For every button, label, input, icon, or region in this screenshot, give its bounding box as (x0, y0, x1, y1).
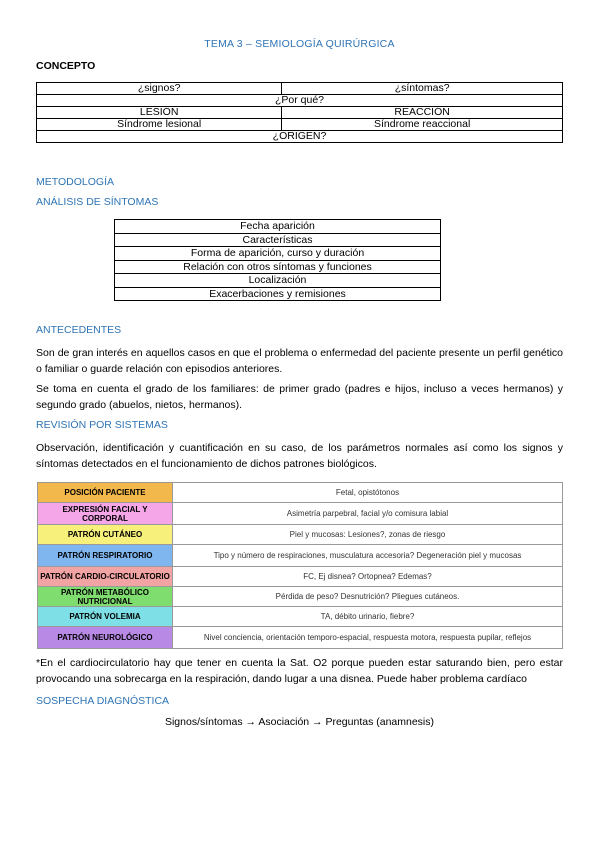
system-desc: Asimetría parpebral, facial y/o comisura labial (173, 503, 563, 525)
system-desc: FC, Ej disnea? Ortopnea? Edemas? (173, 567, 563, 587)
analisis-item: Forma de aparición, curso y duración (115, 247, 441, 261)
analisis-item: Características (115, 233, 441, 247)
concepto-heading: CONCEPTO (36, 60, 96, 72)
sospecha-heading: SOSPECHA DIAGNÓSTICA (36, 695, 170, 707)
concepto-table (36, 82, 563, 143)
analisis-table (114, 219, 441, 301)
system-label: PATRÓN VOLEMIA (38, 607, 173, 627)
system-label: PATRÓN CUTÁNEO (38, 525, 173, 545)
analisis-item: Fecha aparición (115, 220, 441, 234)
sindrome-lesional-cell: Síndrome lesional (37, 119, 282, 131)
system-label: PATRÓN CARDIO-CIRCULATORIO (38, 567, 173, 587)
system-label: PATRÓN RESPIRATORIO (38, 545, 173, 567)
analisis-item: Exacerbaciones y remisiones (115, 287, 441, 301)
revision-paragraph: Observación, identificación y cuantificación en su caso, de los parámetros normales así como los signos y síntomas detectados en el funcionamiento de dichos patrones biológicos. (36, 442, 563, 470)
system-desc: Piel y mucosas: Lesiones?, zonas de riesgo (173, 525, 563, 545)
sintomas-cell: ¿síntomas? (282, 83, 563, 95)
page-title: TEMA 3 – SEMIOLOGÍA QUIRÚRGICA (204, 38, 395, 50)
system-desc: Tipo y número de respiraciones, musculatura accesoria? Degeneración piel y mucosas (173, 545, 563, 567)
revision-heading: REVISIÓN POR SISTEMAS (36, 419, 168, 431)
antecedentes-paragraph-1: Son de gran interés en aquellos casos en que el problema o enfermedad del paciente presente un perfil genético o familiar o guarde relación con episodios anteriores. (36, 347, 563, 375)
system-label: POSICIÓN PACIENTE (38, 483, 173, 503)
systems-table (37, 482, 563, 649)
system-desc: Pérdida de peso? Desnutrición? Pliegues cutáneos. (173, 587, 563, 607)
antecedentes-paragraph-2: Se toma en cuenta el grado de los familiares: de primer grado (padres e hijos, incluso a veces hermanos) y segundo grado (abuelos, nietos, hermanos). (36, 383, 563, 411)
por-que-cell: ¿Por qué? (37, 95, 563, 107)
system-desc: Nivel conciencia, orientación temporo-espacial, respuesta motora, respuesta pupilar, reflejos (173, 627, 563, 649)
system-desc: TA, débito urinario, fiebre? (173, 607, 563, 627)
system-label: EXPRESIÓN FACIAL Y CORPORAL (38, 503, 173, 525)
sindrome-reaccional-cell: Síndrome reaccional (282, 119, 563, 131)
system-desc: Fetal, opistótonos (173, 483, 563, 503)
signos-cell: ¿signos? (37, 83, 282, 95)
origen-cell: ¿ORIGEN? (37, 131, 563, 143)
reaccion-cell: REACCIÓN (282, 107, 563, 119)
lesion-cell: LESIÓN (37, 107, 282, 119)
cardio-note: *En el cardiocirculatorio hay que tener en cuenta la Sat. O2 porque pueden estar saturando bien, pero estar provocando una sobrecarga en la respiración, dando lugar a una disnea. Puede haber problema cardíaco (36, 657, 563, 685)
antecedentes-heading: ANTECEDENTES (36, 324, 122, 336)
diagnostic-flow: Signos/síntomas → Asociación → Preguntas (anamnesis) (164, 716, 435, 728)
system-label: PATRÓN METABÓLICO NUTRICIONAL (38, 587, 173, 607)
analisis-heading: ANÁLISIS DE SÍNTOMAS (36, 196, 159, 208)
system-label: PATRÓN NEUROLÓGICO (38, 627, 173, 649)
analisis-item: Relación con otros síntomas y funciones (115, 260, 441, 274)
analisis-item: Localización (115, 274, 441, 288)
metodologia-heading: METODOLOGÍA (36, 176, 114, 188)
